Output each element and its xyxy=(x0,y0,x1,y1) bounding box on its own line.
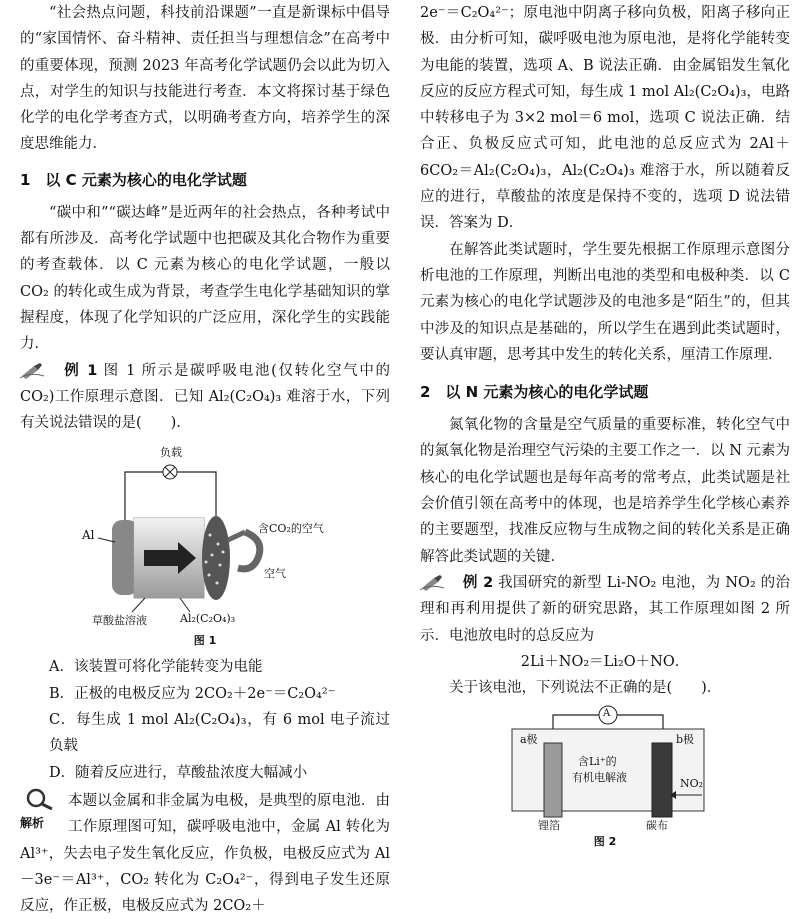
example-2-question: 关于该电池，下列说法不正确的是( )． xyxy=(449,680,722,697)
magnifier-icon xyxy=(20,788,64,810)
option-d: D．随着反应进行，草酸盐浓度大幅减小 xyxy=(49,764,308,781)
figure-1 xyxy=(20,440,390,630)
figure-2-caption: 图 2 xyxy=(593,835,617,849)
carbon-cloth-label: 碳布 xyxy=(646,819,668,833)
pencil-icon xyxy=(20,362,58,380)
ammeter-label: A xyxy=(603,708,611,720)
no2-label: NO₂ xyxy=(680,777,704,791)
co2-air-label: 含CO₂的空气 xyxy=(258,522,324,536)
example-2 xyxy=(420,570,790,649)
b-pole-label: b极 xyxy=(676,733,695,747)
figure-1-diagram xyxy=(20,440,390,630)
option-b: B．正极的电极反应为 2CO₂＋2e⁻＝C₂O₄²⁻ xyxy=(49,685,336,702)
right-column xyxy=(420,0,790,849)
total-equation: 2Li＋NO₂＝Li₂O＋NO． xyxy=(520,653,690,670)
electrolyte-label-2: 有机电解液 xyxy=(572,771,627,785)
li-foil-label: 锂箔 xyxy=(538,819,560,833)
intro-paragraph: “社会热点问题，科技前沿课题”一直是新课标中倡导的“家国情怀、奋斗精神、责任担当与理想信念”在高考中的重要体现，预测 2023 年高考化学试题仍会以此为切入点，对学生的知识与技能进行考查．本文将探讨基于绿色化学的电化学考查方式，以明确考查方向，培养学生的深度思维能力． xyxy=(20,5,390,153)
summary-paragraph: 在解答此类试题时，学生要先根据工作原理示意图分析电池的工作原理，判断出电池的类型和电极种类．以 C 元素为核心的电化学试题涉及的电池多是“陌生”的，但其中涉及的知识点是基础的，所以学生在遇到此类试题时，要认真审题，思考其中发生的转化关系，厘清工作原理． xyxy=(420,241,790,363)
analysis-text: 本题以金属和非金属为电极，是典型的原电池．由工作原理图可知，碳呼吸电池中，金属 Al 转化为 Al³⁺，失去电子发生氧化反应，作负极，电极反应式为 Al－3e⁻＝Al³⁺，CO₂ 转化为 C₂O₄²⁻，得到电子发生还原反应，作正极，电极反应式为 2CO₂＋ xyxy=(20,792,390,915)
example-1-text: 图 1 所示是碳呼吸电池(仅转化空气中的 CO₂)工作原理示意图．已知 Al₂(C₂O₄)₃ 难溶于水，下列有关说法错误的是( )． xyxy=(20,362,391,432)
pencil-icon xyxy=(420,574,458,592)
air-label: 空气 xyxy=(264,567,286,581)
example-2-label: 例 2 xyxy=(462,574,494,591)
section-2-heading: 2 以 N 元素为核心的电化学试题 xyxy=(420,383,649,402)
analysis-label: 解析 xyxy=(20,815,45,830)
example-1 xyxy=(20,358,390,437)
example-2-text: 我国研究的新型 Li-NO₂ 电池，为 NO₂ 的治理和再利用提供了新的研究思路，其工作原理如图 2 所示．电池放电时的总反应为 xyxy=(420,574,790,644)
analysis-block xyxy=(20,788,390,919)
figure-2 xyxy=(420,705,790,833)
load-label: 负载 xyxy=(160,446,182,460)
left-column xyxy=(20,0,390,919)
electrolyte-label-1: 含Li⁺的 xyxy=(578,755,617,769)
oxalate-solution-label: 草酸盐溶液 xyxy=(92,614,147,628)
section-2-paragraph: 氮氧化物的含量是空气质量的重要标准，转化空气中的氮氧化物是治理空气污染的主要工作之一．以 N 元素为核心的电化学试题也是每年高考的常考点，此类试题是社会价值引领在高考中的体现，也是培养学生化学核心素养的主要题型，找准反应物与生成物之间的转化关系是正确解答此类试题的关键． xyxy=(420,417,790,565)
section-1-heading: 1 以 C 元素为核心的电化学试题 xyxy=(20,170,247,189)
a-pole-label: a极 xyxy=(520,733,538,747)
precipitate-label: Al₂(C₂O₄)₃ xyxy=(180,612,236,626)
option-c: C．每生成 1 mol Al₂(C₂O₄)₃，有 6 mol 电子流过负载 xyxy=(49,712,390,755)
example-1-label: 例 1 xyxy=(64,362,98,379)
al-label: Al xyxy=(82,528,95,543)
figure-1-caption: 图 1 xyxy=(193,634,217,648)
analysis-badge xyxy=(20,788,64,830)
analysis-continued: 2e⁻＝C₂O₄²⁻；原电池中阴离子移向负极，阳离子移向正极．由分析可知，碳呼吸电池为原电池，是将化学能转变为电能的装置，选项 A、B 说法正确．由金属铝发生氧化反应的反应方程式可知，每生成 1 mol Al₂(C₂O₄)₃，电路中转移电子为 3×2 mol＝6 mol，选项 C 说法正确．结合正、负极反应式可知，此电池的总反应式为 2Al＋6CO₂＝Al₂(C₂O₄)₃，Al₂(C₂O₄)₃ 难溶于水，所以随着反应的进行，草酸盐的浓度是保持不变的，选项 D 说法错误．答案为 D． xyxy=(420,5,790,232)
option-a: A．该装置可将化学能转变为电能 xyxy=(49,659,263,676)
section-1-paragraph: “碳中和”“碳达峰”是近两年的社会热点，各种考试中都有所涉及．高考化学试题中也把碳及其化合物作为重要的考查载体．以 C 元素为核心的电化学试题，一般以 CO₂ 的转化或生成为背景，考查学生电化学基础知识的掌握程度，体现了化学知识的广泛应用，深化学生的实践能力． xyxy=(20,204,390,353)
